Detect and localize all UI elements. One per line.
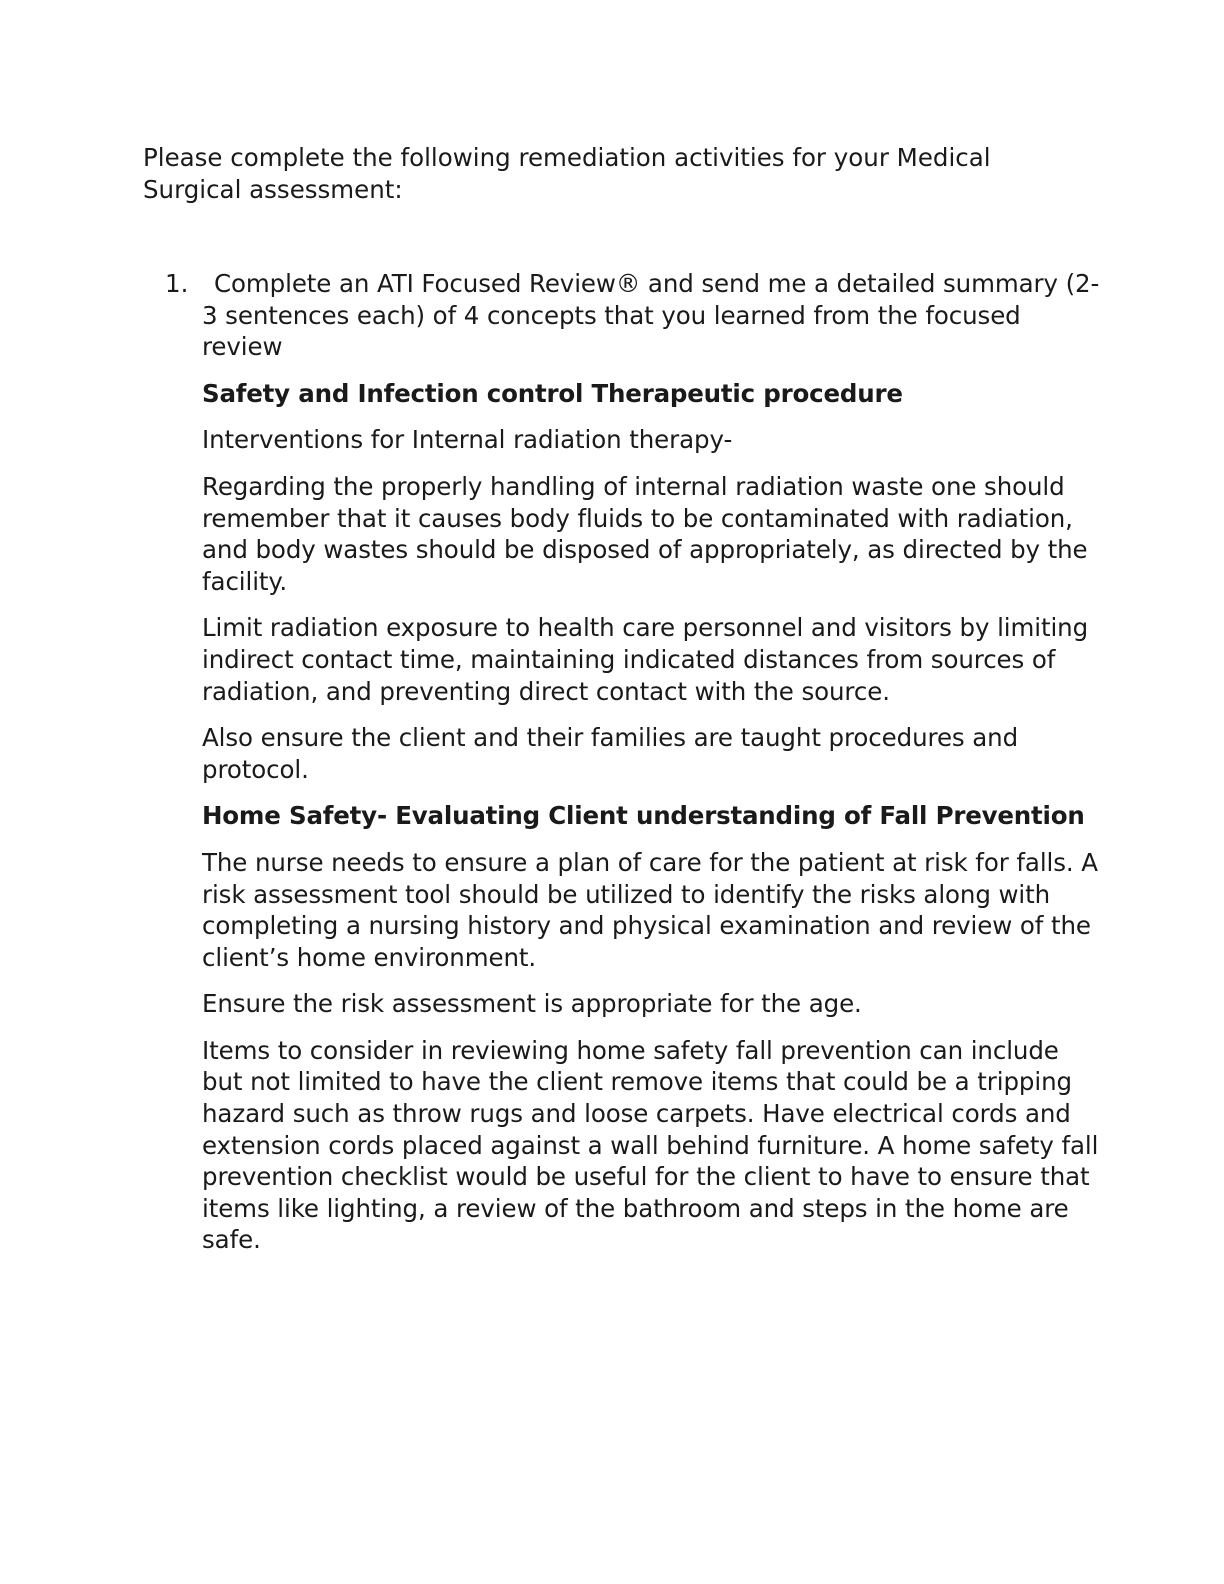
section-heading-home-safety: Home Safety- Evaluating Client understanding of Fall Prevention bbox=[202, 801, 1085, 831]
section-paragraph: Regarding the properly handling of internal radiation waste one should remember that it causes body fluids to be contaminated with radiation, and body wastes should be disposed of appropriately, as directed by the facility. bbox=[202, 471, 1088, 596]
section-heading-safety-infection-control: Safety and Infection control Therapeutic procedure bbox=[202, 378, 903, 408]
section-paragraph: Ensure the risk assessment is appropriate for the age. bbox=[202, 989, 862, 1019]
intro-text: Please complete the following remediation activities for your Medical Surgical assessment: bbox=[143, 143, 991, 204]
list-item bbox=[143, 268, 1103, 1256]
remediation-list bbox=[143, 268, 1103, 1271]
section-paragraph: Interventions for Internal radiation therapy- bbox=[202, 425, 733, 455]
list-number: 1. bbox=[165, 269, 189, 298]
section-paragraph: Also ensure the client and their families are taught procedures and protocol. bbox=[202, 723, 1019, 784]
task-text: Complete an ATI Focused Review® and send me a detailed summary (2-3 sentences each) of 4 concepts that you learned from the focused review bbox=[202, 269, 1100, 362]
section-paragraph: The nurse needs to ensure a plan of care for the patient at risk for falls. A risk assessment tool should be utilized to identify the risks along with completing a nursing history and physical examination and review of the client’s home environment. bbox=[202, 847, 1098, 972]
section-paragraph: Items to consider in reviewing home safety fall prevention can include but not limited to have the client remove items that could be a tripping hazard such as throw rugs and loose carpets. Have electrical cords and extension cords placed against a wall behind furniture. A home safety fall prevention checklist would be useful for the client to have to ensure that items like lighting, a review of the bathroom and steps in the home are safe. bbox=[202, 1035, 1099, 1255]
section-paragraph: Limit radiation exposure to health care personnel and visitors by limiting indirect contact time, maintaining indicated distances from sources of radiation, and preventing direct contact with the source. bbox=[202, 613, 1089, 706]
